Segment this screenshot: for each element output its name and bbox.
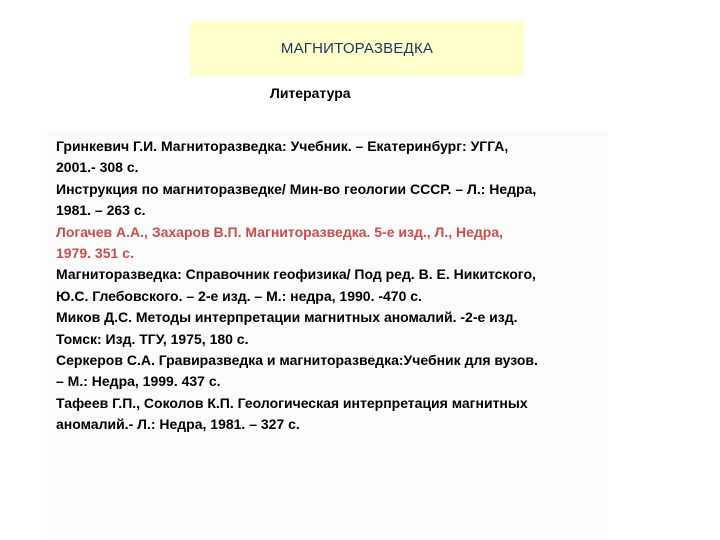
reference-line: Гринкевич Г.И. Магниторазведка: Учебник. – Екатеринбург: УГГА, <box>56 138 509 154</box>
reference-item <box>56 307 616 350</box>
reference-line: Инструкция по магниторазведке/ Мин-во геологии СССР. – Л.: Недра, <box>56 180 537 197</box>
reference-line: 2001.- 308 с. <box>56 159 139 176</box>
reference-line: Миков Д.С. Методы интерпретации магнитных аномалий. -2-е изд. <box>56 309 518 326</box>
reference-item <box>56 264 616 307</box>
slide-subtitle: Литература <box>270 85 351 101</box>
title-box <box>190 21 524 76</box>
reference-line: Логачев А.А., Захаров В.П. Магниторазведка. 5-е изд., Л., Недра, <box>56 223 504 240</box>
reference-item <box>56 136 616 179</box>
reference-line: аномалий.- Л.: Недра, 1981. – 327 с. <box>56 416 300 433</box>
slide-title: МАГНИТОРАЗВЕДКА <box>280 40 434 57</box>
reference-line: Ю.С. Глебовского. – 2-е изд. – М.: недра, 1990. -470 с. <box>56 287 422 304</box>
reference-item <box>56 350 616 393</box>
reference-line: 1981. – 263 с. <box>56 202 146 219</box>
reference-item-highlighted <box>56 222 616 265</box>
reference-line: Серкеров С.А. Гравиразведка и магниторазведка:Учебник для вузов. <box>56 352 538 369</box>
reference-item <box>56 393 616 436</box>
reference-line: 1979. 351 с. <box>56 245 134 262</box>
reference-line: Томск: Изд. ТГУ, 1975, 180 с. <box>56 330 249 347</box>
reference-line: Тафеев Г.П., Соколов К.П. Геологическая интерпретация магнитных <box>56 394 528 411</box>
reference-list <box>56 136 616 436</box>
reference-line: Магниторазведка: Справочник геофизика/ Под ред. В. Е. Никитского, <box>56 266 536 283</box>
reference-item <box>56 179 616 222</box>
reference-line: – М.: Недра, 1999. 437 с. <box>56 373 221 390</box>
